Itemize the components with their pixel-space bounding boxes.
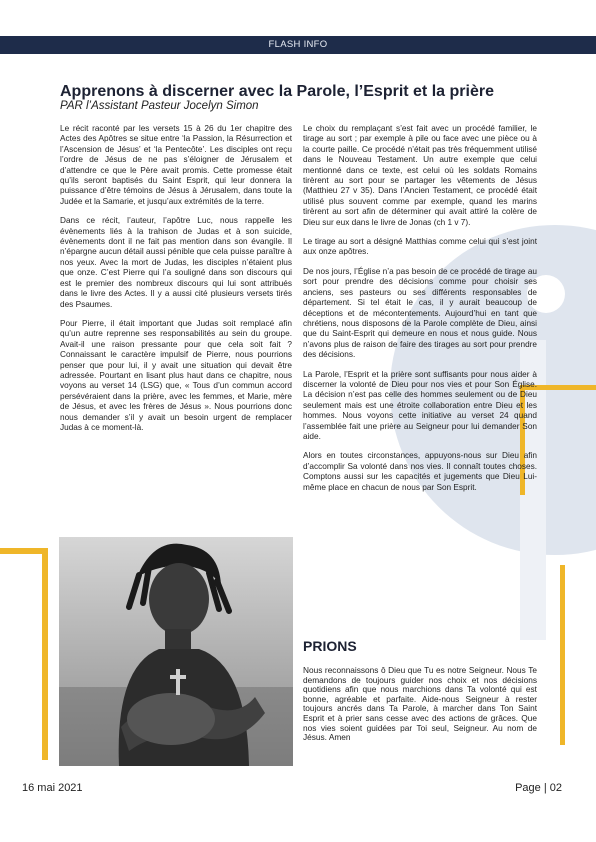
footer-date: 16 mai 2021 bbox=[22, 782, 83, 794]
prayer-title: PRIONS bbox=[303, 638, 357, 654]
paragraph: Le tirage au sort a désigné Matthias comme celui qui s’est joint aux onze apôtres. bbox=[303, 237, 537, 257]
gold-line-right bbox=[560, 565, 565, 745]
page-number: Page | 02 bbox=[515, 782, 562, 794]
gold-frame-left-top bbox=[0, 548, 48, 554]
paragraph: Le récit raconté par les versets 15 à 26 du 1er chapitre des Actes des Apôtres se situe entre ‘la Passion, la Résurrection et l’Ascension de Jésus’ et ‘la Pentecôte’. Les disciples ont reçu l’ordre de Jésus de ne pas s’éloigner de Jérusalem et d’attendre ce que le Père avait promis. Cette promesse était qu’ils seront baptisés du Saint Esprit, qui leur donnera la puissance d’être témoins de Jésus à Jérusalem, dans toute la Judée et la Samarie, et jusqu’aux extrémités de la terre. bbox=[60, 124, 292, 206]
article-title: Apprenons à discerner avec la Parole, l’Esprit et la prière bbox=[60, 83, 494, 100]
paragraph: Alors en toutes circonstances, appuyons-nous sur Dieu afin d’accomplir Sa volonté dans nos vies. Il connaît toutes choses. Comptons aussi sur les capacités et jugements que Dieu Lui-même place en chacun de nous par Son Esprit. bbox=[303, 451, 537, 492]
prayer-text: Nous reconnaissons ô Dieu que Tu es notre Seigneur. Nous Te demandons de toujours guider nos choix et nos décisions quotidiens afin que nous marchions dans Ta volonté qui est bonne, agréable et parfaite. Aide-nous Seigneur à rester toujours ancrés dans Ta Parole, à marcher dans Ton Saint Esprit et à prier sans cesse avec des actions de grâces. Que nos vies soient guidées par Toi seul, Seigneur. Au nom de Jésus. Amen bbox=[303, 665, 537, 743]
article-byline: PAR l’Assistant Pasteur Jocelyn Simon bbox=[60, 100, 259, 112]
paragraph: Pour Pierre, il était important que Judas soit remplacé afin qu’un autre reprenne ses responsabilités au sein du groupe. Avait-il une raison pressante pour que cela soit fait ? Connaissant le caractère impulsif de Pierre, nous pourrions penser que pour lui, il y avait une situation qui devait être adressée. Pourtant en lisant plus haut dans ce chapitre, nous voyons au verset 14 (LSG) que, « Tous d’un commun accord persévéraient dans la prière, avec les femmes, et Marie, mère de Jésus, et avec les frères de Jésus ». Nous pourrions donc nous demander s’il y avait un besoin urgent de remplacer Judas à ce moment-là. bbox=[60, 318, 292, 432]
article-photo bbox=[59, 537, 293, 766]
paragraph: Le choix du remplaçant s’est fait avec un procédé familier, le tirage au sort ; par exemple à pile ou face avec une pièce ou à la courte paille. Ce procédé n’était pas très fréquemment utilisé dans le Nouveau Testament. Un autre exemple que celui mentionné dans ce texte, est celui où les soldats Romains tirèrent au sort pour se partager les vêtements de Jésus (Matthieu 27 v 35). Dans l’Ancien Testament, ce procédé était utilisé plus souvent comme par exemple, quand les marins tirèrent au sort afin de déterminer qui avait attiré la colère de Dieu sur eux dans le livre de Jonas (ch 1 v 7). bbox=[303, 124, 537, 227]
header-bar bbox=[0, 36, 596, 54]
section-label: FLASH INFO bbox=[268, 39, 328, 50]
paragraph: La Parole, l’Esprit et la prière sont suffisants pour nous aider à discerner la volonté de Dieu pour nos vies et pour Son Église. La décision n’est pas celle des hommes seulement ou de Dieu seulement mais est une étroite collaboration entre Dieu et les hommes. Nous voyons cette initiative au verset 24 quand l’assemblée fait une prière au Seigneur pour lui demander Son aide. bbox=[303, 369, 537, 441]
man-praying-image bbox=[59, 537, 293, 766]
paragraph: Dans ce récit, l’auteur, l’apôtre Luc, nous rappelle les évènements liés à la trahison de Judas et à son suicide, évènements dont il ne fait pas mention dans son évangile. Il n’épargne aucun détail aussi pénible que cela puisse paraître à nos yeux. Avec la mort de Judas, les disciples n’étaient plus que onze. C’est Pierre qui l’a souligné dans son discours qui est le premier des nombreux discours qui lui sont attribués dans le livre des Actes. Il y a aussi cité plusieurs versets tirés des Psaumes. bbox=[60, 216, 292, 309]
paragraph: De nos jours, l’Église n’a pas besoin de ce procédé de tirage au sort pour prendre des décisions comme pour choisir ses anciens, ses pasteurs ou ses différents responsables de département. Si tel était le cas, il y aurait beaucoup de déceptions et de mécontentements. Aujourd’hui en tant que chrétiens, nous disposons de la Parole complète de Dieu, ainsi que du Saint-Esprit qui demeure en nous et nous guide. Nous n’avons plus de raison de faire des tirages au sort pour prendre des décisions. bbox=[303, 266, 537, 360]
article-left-column bbox=[60, 124, 292, 442]
gold-frame-left-side bbox=[42, 548, 48, 760]
article-right-column bbox=[303, 124, 537, 502]
